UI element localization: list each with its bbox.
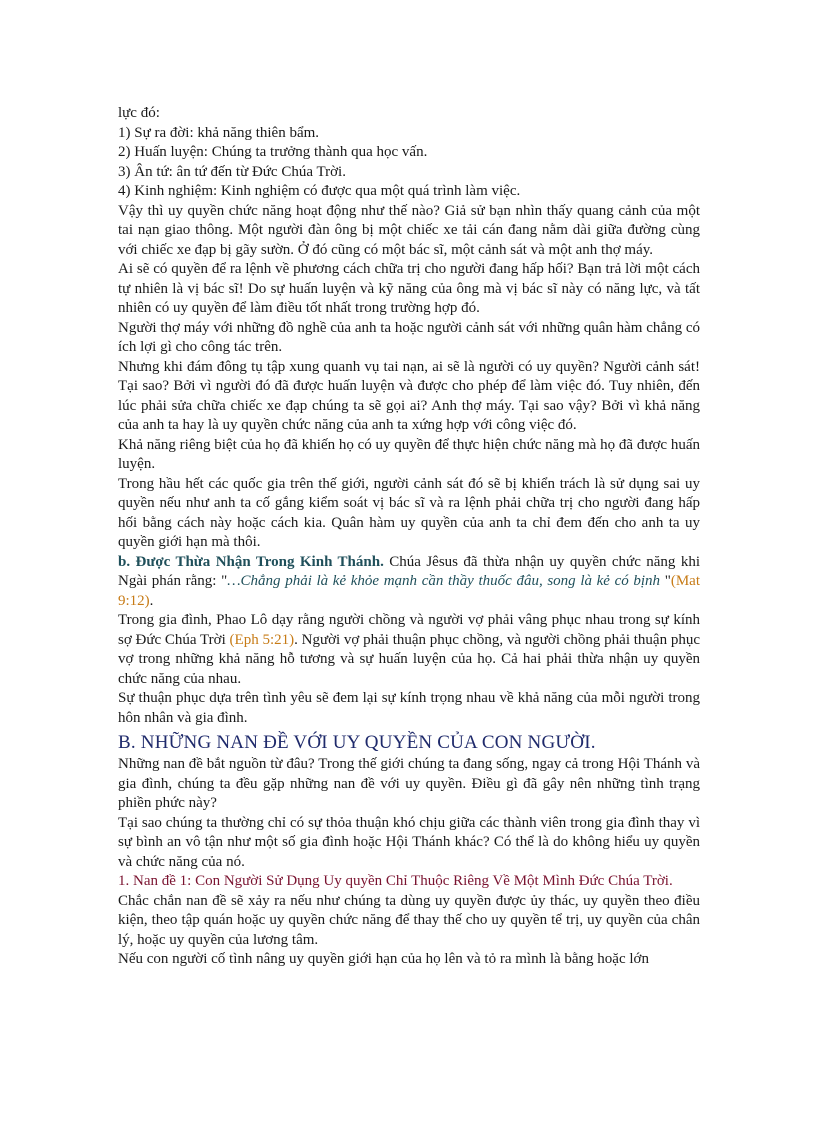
intro-line: lực đó: [118, 105, 160, 121]
paragraph-family [118, 611, 700, 689]
scripture-ref-eph[interactable]: (Eph 5:21) [229, 631, 295, 648]
list-item-training: 2) Huấn luyện: Chúng ta trưởng thành qua học vấn. [118, 144, 428, 160]
document-page [118, 104, 700, 970]
paragraph-delegated: Chắc chắn nan đề sẽ xảy ra nếu như chúng ta dùng uy quyền được ủy thác, uy quyền theo điều kiện, theo tập quán hoặc uy quyền chức năng để thay thế cho uy quyền tể trị, uy quyền của chân lý, hoặc uy quyền của lương tâm. [118, 892, 700, 948]
family-text-after: . Người vợ phải thuận phục chồng, và người chồng phải thuận phục vợ trong những khả năng hỗ tương và sự huấn luyện của họ. Cả hai phải thừa nhận uy quyền chức năng của nhau. [118, 631, 700, 687]
subtitle-problem-1: 1. Nan đề 1: Con Người Sử Dụng Uy quyền Chỉ Thuộc Riêng Về Một Mình Đức Chúa Trời. [118, 873, 673, 889]
paragraph-accident: Vậy thì uy quyền chức năng hoạt động như thế nào? Giả sử bạn nhìn thấy quang cảnh của một tai nạn giao thông. Một người đàn ông bị một chiếc xe tải cán đang nằm dài giữa đường cùng với chiếc xe đạp bị gãy sườn. Ở đó cũng có một bác sĩ, một cảnh sát và một anh thợ máy. [118, 202, 700, 258]
section-b-scripture [118, 553, 700, 612]
list-item-experience: 4) Kinh nghiệm: Kinh nghiệm có được qua một quá trình làm việc. [118, 183, 521, 199]
paragraph-limited: Nếu con người cố tình nâng uy quyền giới hạn của họ lên và tỏ ra mình là bằng hoặc lớn [118, 951, 649, 967]
sentence-end: . [149, 592, 154, 609]
list-item-gift: 3) Ân tứ: ân tứ đến từ Đức Chúa Trời. [118, 163, 346, 180]
family-text-before: Trong gia đình, Phao Lô dạy rằng người chồng và người vợ phải vâng phục nhau trong sự kính sợ Đức Chúa Trời [118, 612, 700, 648]
paragraph-countries: Trong hầu hết các quốc gia trên thế giới, người cảnh sát đó sẽ bị khiển trách là sử dụng sai uy quyền nếu như anh ta cố gắng kiểm soát vị bác sĩ và ra lệnh phải chữa trị cho người đang hấp hối bằng cách này hoặc cách kia. Quân hàm uy quyền của anh ta chỉ đem đến cho anh ta uy quyền giới hạn mà thôi. [118, 475, 700, 550]
list-item-birth: 1) Sự ra đời: khả năng thiên bẩm. [118, 124, 320, 141]
quote-close: " [664, 573, 671, 589]
section-title-problems: B. NHỮNG NAN ĐỀ VỚI UY QUYỀN CỦA CON NGƯỜI. [118, 732, 596, 753]
section-b-text: Chúa Jêsus đã thừa nhận uy quyền chức năng khi Ngài phán rằng: " [118, 553, 700, 589]
paragraph-origin: Những nan đề bắt nguồn từ đâu? Trong thế giới chúng ta đang sống, ngay cả trong Hội Thánh và gia đình, chúng ta đều gặp những nan đề với uy quyền. Điều gì đã gây nên những tình trạng phiền phức này? [118, 756, 700, 811]
scripture-quote: …Chẳng phải là kẻ khỏe mạnh cần thầy thuốc đâu, song là kẻ có bịnh [227, 573, 665, 589]
paragraph-mechanic: Người thợ máy với những đồ nghề của anh ta hoặc người cảnh sát với những quân hàm chẳng có ích lợi gì cho công tác trên. [118, 319, 700, 355]
paragraph-love: Sự thuận phục dựa trên tình yêu sẽ đem lại sự kính trọng nhau về khả năng của mỗi người trong hôn nhân và gia đình. [118, 690, 700, 726]
paragraph-ability: Khả năng riêng biệt của họ đã khiến họ có uy quyền để thực hiện chức năng mà họ đã được huấn luyện. [118, 436, 700, 472]
section-b-label: b. Được Thừa Nhận Trong Kinh Thánh. [118, 553, 384, 570]
paragraph-police: Nhưng khi đám đông tụ tập xung quanh vụ tai nạn, ai sẽ là người có uy quyền? Người cảnh sát! Tại sao? Bởi vì người đó đã được huấn luyện và được cho phép để làm việc đó. Tuy nhiên, đến lúc phải sửa chữa chiếc xe đạp chúng ta sẽ gọi ai? Anh thợ máy. Tại sao vậy? Bởi vì khả năng của anh ta hay là uy quyền chức năng của anh ta xứng hợp với công việc đó. [118, 358, 700, 433]
paragraph-why: Tại sao chúng ta thường chỉ có sự thỏa thuận khó chịu giữa các thành viên trong gia đình thay vì sự bình an vô tận như một số gia đình hoặc Hội Thánh khác? Có thể là do không hiểu uy quyền và chức năng của nó. [118, 814, 700, 870]
scripture-ref-mat[interactable]: (Mat 9:12) [118, 573, 700, 609]
paragraph-doctor: Ai sẽ có quyền để ra lệnh về phương cách chữa trị cho người đang hấp hối? Bạn trả lời một cách tự nhiên là vị bác sĩ! Do sự huấn luyện và kỹ năng của ông mà vị bác sĩ này có năng lực, và tất nhiên có uy quyền để làm điều tốt nhất trong trường hợp đó. [118, 261, 700, 316]
